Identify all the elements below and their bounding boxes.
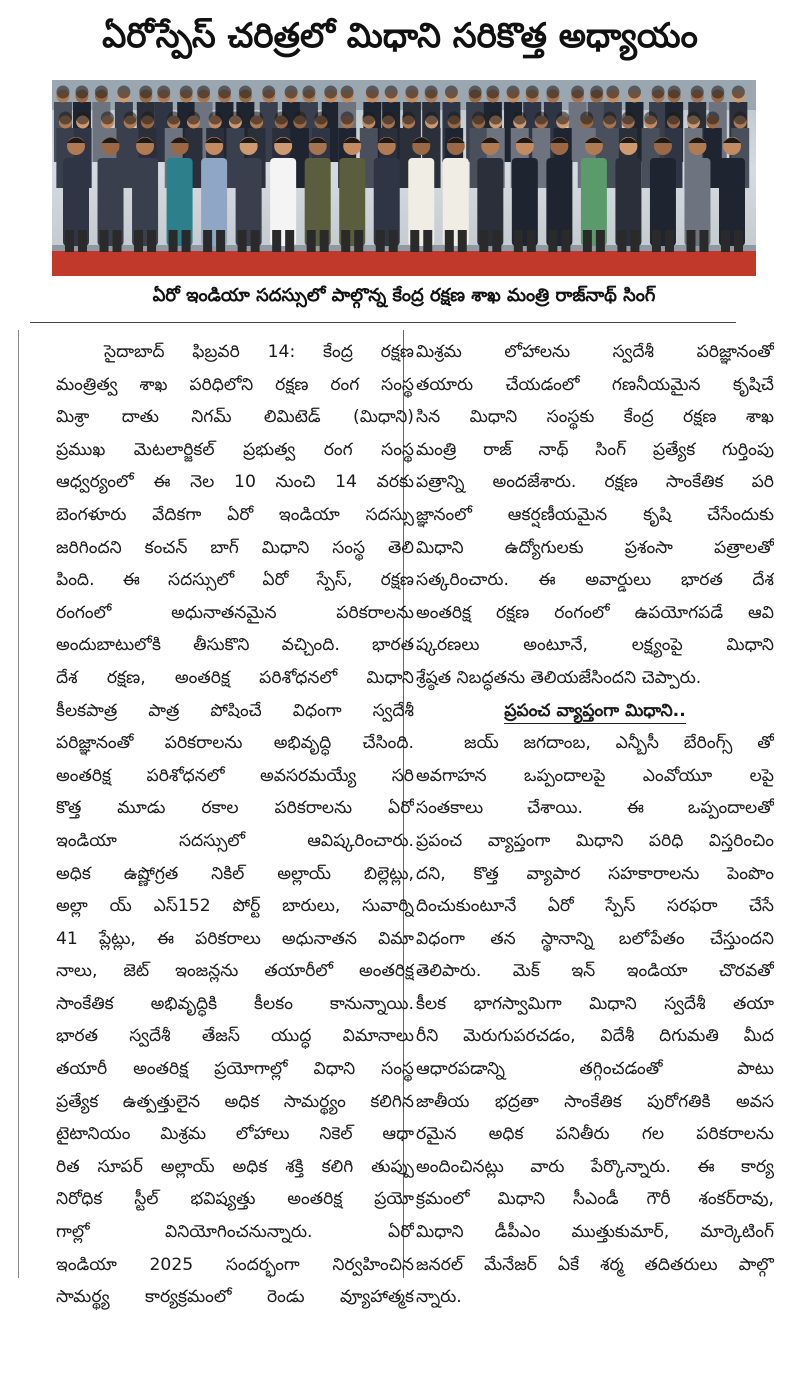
article-text-line: అందుబాటులోకి తీసుకొని వచ్చింది. భారత bbox=[56, 635, 414, 656]
article-text-line: తెలిపారు. మెక్ ఇన్ ఇండియా చొరవతో bbox=[416, 961, 774, 982]
article-text-line: మిశ్రా దాతు నిగమ్ లిమిటెడ్ (మిధాని) bbox=[56, 407, 414, 428]
section-subheading bbox=[416, 695, 774, 728]
article-text-line: ప్రత్యేక ఉత్పత్తులైన అధిక సామర్థ్యం కలిగిన bbox=[56, 1091, 414, 1112]
article-text-line: ష్కరణలు అంటూనే, లక్ష్యంపై మిధాని bbox=[416, 635, 774, 656]
article-text-line: విధంగా తన స్థానాన్ని బలోపేతం చేస్తుందని bbox=[416, 928, 774, 949]
article-text-line: మిధాని ఉద్యోగులకు ప్రశంసా పత్రాలతో bbox=[416, 537, 774, 558]
article-text-line: పింది. ఈ సదస్సులో ఏరో స్పేస్, రక్షణ bbox=[56, 570, 414, 591]
article-text-line: తయారీ అంతరిక్ష ప్రయోగాల్లో విధాని సంస్థ bbox=[56, 1059, 414, 1080]
photo-caption: ఏరో ఇండియా సదస్సులో పాల్గొన్న కేంద్ర రక్షణ శాఖ మంత్రి రాజ్‌నాథ్ సింగ్ bbox=[152, 284, 656, 306]
article-text-line: అల్లా య్ ఎస్152 పోర్ట్ బారులు, సువార్ని bbox=[56, 896, 414, 917]
article-text-line: కొత్త మూడు రకాల పరికరాలను ఏరో bbox=[56, 798, 414, 819]
left-margin-rule bbox=[18, 330, 19, 1278]
article-text-line: నాలు, జెట్ ఇంజన్లను తయారీలో అంతరిక్ష bbox=[56, 961, 414, 982]
article-text-line: అందించినట్లు వారు పేర్కొన్నారు. ఈ కార్య bbox=[416, 1156, 774, 1177]
article-text-line: సాంకేతిక అభివృద్ధికి కీలకం కానున్నాయి. bbox=[56, 993, 414, 1014]
article-text-line: గాల్లో వినియోగించనున్నారు. ఏరో bbox=[56, 1222, 414, 1243]
article-text-line: న్నారు. bbox=[416, 1287, 462, 1308]
article-text-line: పరిజ్ఞానంతో పరికరాలను అభివృద్ధి చేసింది. bbox=[56, 733, 414, 754]
article-text-line: 41 ప్లేట్లు, ఈ పరికరాలు అధునాతన విమా bbox=[56, 928, 414, 949]
article-text-line: సంతకాలు చేశాయి. ఈ ఒప్పందాలతో bbox=[416, 798, 774, 819]
article-text-line: ఇండియా 2025 సందర్భంగా నిర్వహించిన bbox=[56, 1254, 414, 1275]
article-text-line: మంత్రి రాజ్ నాథ్ సింగ్ ప్రత్యేక గుర్తింపు bbox=[416, 439, 774, 460]
article-text-line: భారత స్వదేశీ తేజస్ యుద్ధ విమానాలు bbox=[56, 1026, 414, 1047]
group-photo bbox=[52, 80, 756, 276]
article-text-line: రంగంలో అధునాతనమైన పరికరాలను bbox=[56, 602, 414, 623]
article-text-line: సైదాబాద్ ఫిబ్రవరి 14: కేంద్ర రక్షణ bbox=[104, 342, 414, 362]
article-text-line: ప్రముఖ మెటలార్జికల్ ప్రభుత్వ రంగ సంస్థ bbox=[56, 439, 414, 460]
article-text-line: బెంగళూరు వేదికగా ఏరో ఇండియా సదస్సు bbox=[56, 504, 414, 525]
article-text-line: కీలకపాత్ర పాత్ర పోషించే విధంగా స్వదేశీ bbox=[56, 700, 414, 721]
article-text-line: రిత సూపర్ అల్లాయ్ అధిక శక్తి కలిగి తుప్పు bbox=[56, 1156, 414, 1177]
article-text-line: ఆధారపడాన్ని తగ్గించడంతో పాటు bbox=[416, 1059, 774, 1080]
section-subheading-text: ప్రపంచ వ్యాప్తంగా మిధాని.. bbox=[504, 700, 685, 724]
article-text-line: జరిగిందని కంచన్ బాగ్ మిధాని సంస్థ తెలి bbox=[56, 537, 414, 558]
article-text-line: క్రమంలో మిధాని సీఎండీ గౌరీ శంకర్‌రావు, bbox=[416, 1189, 774, 1210]
article-text-line: ప్రపంచ వ్యాప్తంగా మిధాని పరిధి విస్తరించిం bbox=[416, 830, 774, 851]
article-text-line: అధిక ఉష్ణోగ్రత నికిల్ అల్లాయ్ బిల్లెట్లు, bbox=[56, 863, 414, 884]
article-text-line: ఇండియా సదస్సులో ఆవిష్కరించారు. bbox=[56, 830, 414, 851]
article-text-line: శ్రేష్ఠత నిబద్ధతను తెలియజేసిందని చెప్పారు. bbox=[416, 667, 702, 688]
article-text-line: టైటానియం మిశ్రమ లోహాలు నికెల్ ఆధా bbox=[56, 1124, 414, 1145]
article-text-line: మిధాని డీపీఎం ముత్తుకుమార్, మార్కెటింగ్ bbox=[416, 1222, 774, 1243]
article-text-line: జయ్ జగదాంబ, ఎన్బీసీ బేరింగ్స్ తో bbox=[464, 733, 774, 754]
article-text-line: జాతీయ భద్రతా సాంకేతిక పురోగతికి అవస bbox=[416, 1091, 774, 1112]
article-text-line: సత్కరించారు. ఈ అవార్డులు భారత దేశ bbox=[416, 570, 774, 591]
article-text-line: అవగాహన ఒప్పందాలపై ఎంవోయూ లపై bbox=[416, 765, 774, 786]
article-text-line: దేశ రక్షణ, అంతరిక్ష పరిశోధనలో మిధాని bbox=[56, 667, 414, 688]
article-column-left bbox=[56, 336, 414, 1314]
article-text-line: రమైన అధిక పనితీరు గల పరికరాలను bbox=[416, 1124, 774, 1145]
article-text-line: సిన మిధాని సంస్థకు కేంద్ర రక్షణ శాఖ bbox=[416, 407, 774, 428]
article-text-line: దించుకుంటూనే ఏరో స్పేస్ సరఫరా చేసే bbox=[416, 896, 774, 917]
article-text-line: దని, కొత్త వ్యాపార సహకారాలను పెంపొం bbox=[416, 863, 774, 884]
group-photo-illustration bbox=[52, 80, 756, 276]
article-column-right bbox=[416, 336, 774, 1314]
article-text-line: మంత్రిత్వ శాఖ పరిధిలోని రక్షణ రంగ సంస్థ bbox=[56, 374, 414, 395]
article-headline: ఏరోస్పేస్ చరిత్రలో మిధాని సరికొత్త అధ్యాయం bbox=[102, 16, 698, 56]
caption-divider bbox=[30, 322, 736, 323]
article-text-line: తయారు చేయడంలో గణనీయమైన కృషిచే bbox=[416, 374, 774, 395]
article-text-line: మిశ్రమ లోహాలను స్వదేశీ పరిజ్ఞానంతో bbox=[416, 342, 774, 362]
article-text-line: కీలక భాగస్వామిగా మిధాని స్వదేశీ తయా bbox=[416, 993, 774, 1014]
article-text-line: జనరల్ మేనేజర్ ఏకే శర్మ తదితరులు పాల్గొ bbox=[416, 1254, 774, 1275]
article-text-line: ఆధ్వర్యంలో ఈ నెల 10 నుంచి 14 వరకు bbox=[56, 472, 414, 493]
article-text-line: నిరోధిక స్టీల్ భవిష్యత్తు అంతరిక్ష ప్రయో bbox=[56, 1189, 414, 1210]
article-text-line: అంతరిక్ష రక్షణ రంగంలో ఉపయోగపడే ఆవి bbox=[416, 602, 774, 623]
article-text-line: పత్రాన్ని అందజేశారు. రక్షణ సాంకేతిక పరి bbox=[416, 472, 774, 493]
article-text-line: రీని మెరుగుపరచడం, విదేశీ దిగుమతి మీద bbox=[416, 1026, 774, 1047]
article-text-line: జ్ఞానంలో ఆకర్షణీయమైన కృషి చేసేందుకు bbox=[416, 504, 774, 525]
article-text-line: సామర్థ్య కార్యక్రమంలో రెండు వ్యూహాత్మక bbox=[56, 1287, 414, 1308]
article-text-line: అంతరిక్ష పరిశోధనలో అవసరమయ్యే సరి bbox=[56, 765, 414, 786]
